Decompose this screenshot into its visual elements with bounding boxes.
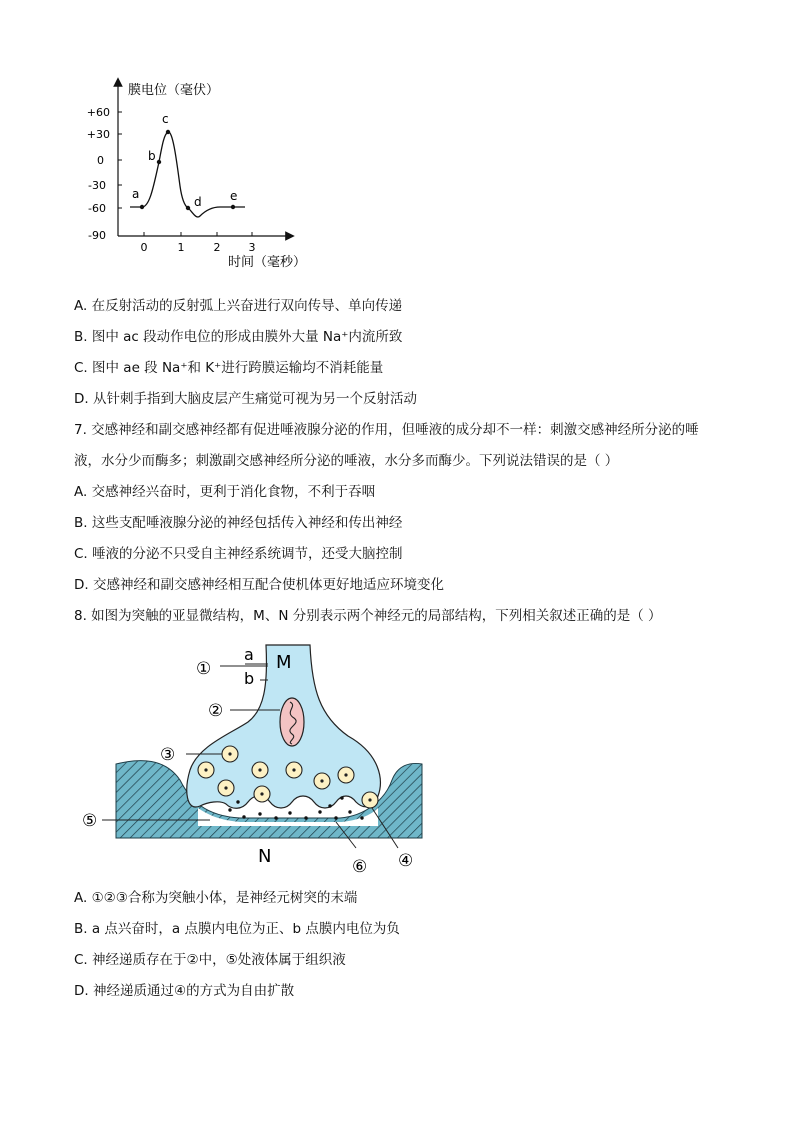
q6-option-c: C. 图中 ae 段 Na⁺和 K⁺进行跨膜运输均不消耗能量 [74,360,384,376]
label-m: M [276,652,292,673]
point-label-e: e [230,189,238,203]
y-tick: -90 [88,229,106,242]
synapse-diagram [80,640,430,880]
y-tick: +60 [86,106,110,119]
y-tick: +30 [86,128,110,141]
q7-option-c: C. 唾液的分泌不只受自主神经系统调节，还受大脑控制 [74,546,403,562]
label-circled-4: ④ [398,851,414,871]
q7-option-d: D. 交感神经和副交感神经相互配合使机体更好地适应环境变化 [74,577,444,593]
q7-option-b: B. 这些支配唾液腺分泌的神经包括传入神经和传出神经 [74,515,403,531]
q8-option-d: D. 神经递质通过④的方式为自由扩散 [74,983,295,999]
point-label-b: b [148,149,156,163]
label-a: a [244,645,254,664]
label-b: b [244,669,255,688]
point-e [231,205,235,209]
q8-option-c: C. 神经递质存在于②中，⑤处液体属于组织液 [74,952,346,968]
x-tick: 3 [248,241,256,254]
q7-stem-line1: 7. 交感神经和副交感神经都有促进唾液腺分泌的作用，但唾液的成分却不一样：刺激交感神经所分泌的唾 [74,422,699,438]
action-potential-graph [80,74,320,274]
q7-option-a: A. 交感神经兴奋时，更利于消化食物，不利于吞咽 [74,484,376,500]
point-b [157,160,161,164]
label-circled-2: ② [208,701,224,721]
point-c [166,130,170,134]
x-tick: 1 [177,241,185,254]
point-label-d: d [194,195,202,209]
q8-stem: 8. 如图为突触的亚显微结构，M、N 分别表示两个神经元的局部结构，下列相关叙述正确的是（ ） [74,608,662,624]
q6-option-a: A. 在反射活动的反射弧上兴奋进行双向传导、单向传递 [74,298,403,314]
label-circled-3: ③ [160,745,176,765]
label-n: N [258,846,272,867]
q8-option-b: B. a 点兴奋时，a 点膜内电位为正、b 点膜内电位为负 [74,921,400,937]
y-tick: -60 [88,202,106,215]
point-label-c: c [162,112,169,126]
point-label-a: a [132,187,140,201]
y-tick: 0 [97,154,104,167]
q6-option-d: D. 从针刺手指到大脑皮层产生痛觉可视为另一个反射活动 [74,391,417,407]
label-circled-1: ① [196,659,212,679]
x-axis-label: 时间（毫秒） [228,255,307,270]
potential-curve [130,132,245,217]
x-tick: 2 [213,241,221,254]
q7-stem-line2: 液，水分少而酶多；刺激副交感神经所分泌的唾液，水分多而酶少。下列说法错误的是（ ） [74,453,619,469]
x-tick: 0 [140,241,148,254]
y-tick: -30 [88,179,106,192]
q6-option-b: B. 图中 ac 段动作电位的形成由膜外大量 Na⁺内流所致 [74,329,403,345]
q8-option-a: A. ①②③合称为突触小体，是神经元树突的末端 [74,890,358,906]
label-circled-5: ⑤ [82,811,98,831]
label-circled-6: ⑥ [352,857,368,877]
point-a [140,205,144,209]
y-axis-label: 膜电位（毫伏） [128,83,220,98]
point-d [186,206,190,210]
mitochondrion [280,698,304,746]
